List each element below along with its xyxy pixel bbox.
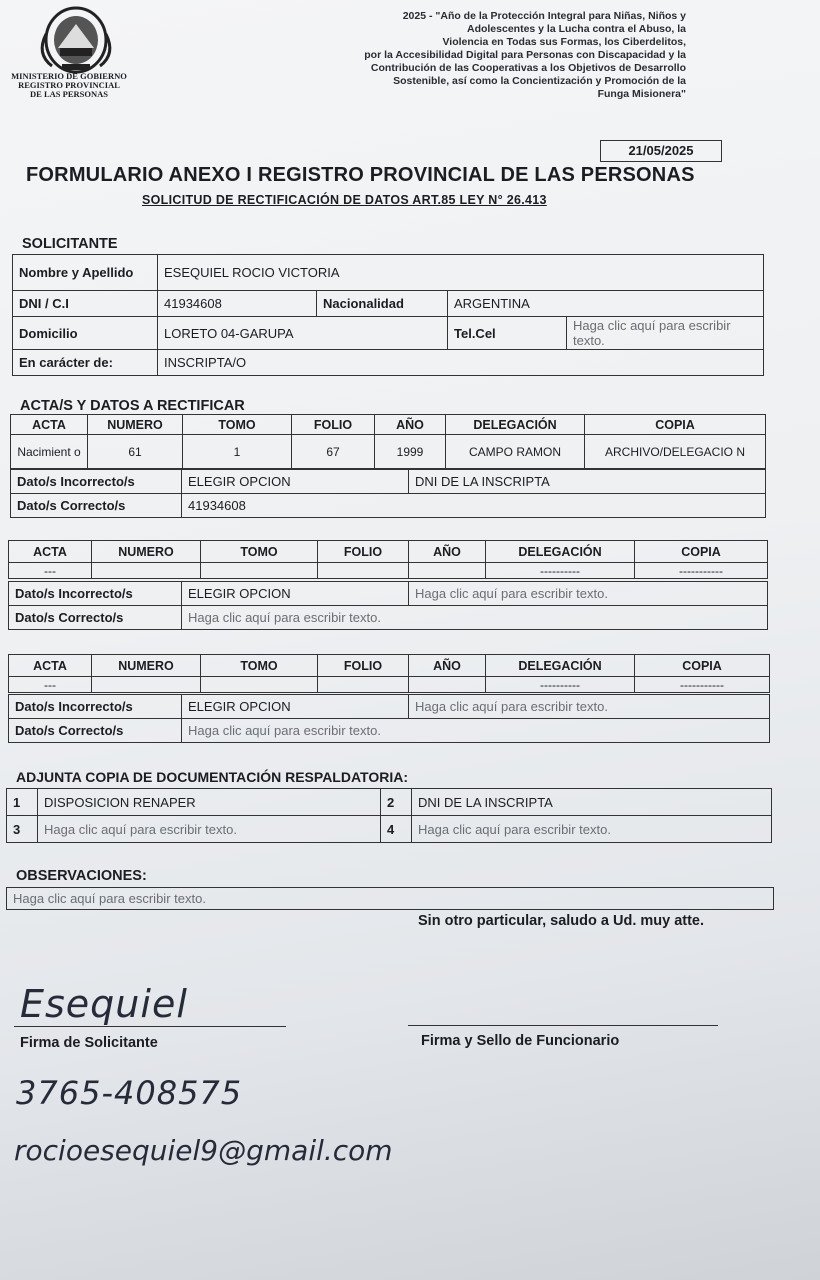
adjunta-table <box>6 788 772 843</box>
acta-rectify-table <box>10 469 766 518</box>
folio-cell[interactable]: 67 <box>292 435 375 469</box>
attachment-item[interactable]: DISPOSICION RENAPER <box>38 789 381 816</box>
ministry-name <box>4 72 134 99</box>
col-acta: ACTA <box>9 541 92 563</box>
ministry-line: DE LAS PERSONAS <box>30 89 108 99</box>
correct-text-field[interactable]: Haga clic aquí para escribir texto. <box>182 719 770 743</box>
correct-text-field[interactable]: Haga clic aquí para escribir texto. <box>182 606 768 630</box>
year-motto <box>266 10 686 101</box>
acta-cell[interactable]: Nacimient o <box>11 435 88 469</box>
observaciones-table <box>6 887 774 910</box>
motto-line: por la Accesibilidad Digital para Personas con Discapacidad y la <box>364 49 686 61</box>
col-numero: NUMERO <box>92 541 201 563</box>
motto-line: Contribución de las Cooperativas a los Objetivos de Desarrollo <box>370 62 686 74</box>
incorrect-label: Dato/s Incorrecto/s <box>11 470 182 494</box>
dni-label: DNI / C.I <box>13 291 158 317</box>
motto-line: Funga Misionera" <box>597 88 686 100</box>
delegacion-cell[interactable]: ---------- <box>486 677 635 693</box>
domicilio-field[interactable]: LORETO 04-GARUPA <box>158 317 448 350</box>
caracter-label: En carácter de: <box>13 350 158 376</box>
tomo-cell[interactable]: 1 <box>183 435 292 469</box>
ministry-line: MINISTERIO DE GOBIERNO <box>11 71 127 81</box>
col-folio: FOLIO <box>318 655 409 677</box>
attachment-number: 2 <box>381 789 412 816</box>
acta-block <box>8 654 770 693</box>
form-subtitle: SOLICITUD DE RECTIFICACIÓN DE DATOS ART.85 LEY N° 26.413 <box>142 193 547 207</box>
motto-line: 2025 - "Año de la Protección Integral para Niñas, Niños y <box>402 10 686 22</box>
adjunta-heading: ADJUNTA COPIA DE DOCUMENTACIÓN RESPALDATORIA: <box>16 769 408 785</box>
folio-cell[interactable] <box>318 677 409 693</box>
solicitante-signature-label: Firma de Solicitante <box>20 1035 158 1051</box>
delegacion-cell[interactable]: ---------- <box>486 563 635 579</box>
folio-cell[interactable] <box>318 563 409 579</box>
col-copia: COPIA <box>635 541 768 563</box>
copia-cell[interactable]: ARCHIVO/DELEGACIO N <box>585 435 766 469</box>
copia-cell[interactable]: ----------- <box>635 563 768 579</box>
col-delegacion: DELEGACIÓN <box>486 655 635 677</box>
anio-cell[interactable] <box>409 563 486 579</box>
anio-cell[interactable]: 1999 <box>375 435 446 469</box>
attachment-item[interactable]: DNI DE LA INSCRIPTA <box>412 789 772 816</box>
solicitante-table <box>12 254 764 376</box>
attachment-number: 4 <box>381 816 412 843</box>
nombre-field[interactable]: ESEQUIEL ROCIO VICTORIA <box>158 255 764 291</box>
motto-line: Adolescentes y la Lucha contra el Abuso, la <box>466 23 686 35</box>
incorrect-option-dropdown[interactable]: ELEGIR OPCION <box>182 582 409 606</box>
acta-cell[interactable]: --- <box>9 677 92 693</box>
attachment-number: 1 <box>7 789 38 816</box>
col-tomo: TOMO <box>201 655 318 677</box>
tomo-cell[interactable] <box>201 677 318 693</box>
funcionario-signature-label: Firma y Sello de Funcionario <box>421 1033 620 1049</box>
incorrect-label: Dato/s Incorrecto/s <box>9 582 182 606</box>
delegacion-cell[interactable]: CAMPO RAMON <box>446 435 585 469</box>
col-acta: ACTA <box>11 415 88 435</box>
col-folio: FOLIO <box>292 415 375 435</box>
form-title: FORMULARIO ANEXO I REGISTRO PROVINCIAL DE LAS PERSONAS <box>26 164 695 186</box>
ministry-line: REGISTRO PROVINCIAL <box>18 80 120 90</box>
correct-text-field[interactable]: 41934608 <box>182 494 766 518</box>
dni-field[interactable]: 41934608 <box>158 291 317 317</box>
form-date: 21/05/2025 <box>600 140 722 162</box>
correct-label: Dato/s Correcto/s <box>9 606 182 630</box>
col-copia: COPIA <box>585 415 766 435</box>
col-folio: FOLIO <box>318 541 409 563</box>
col-acta: ACTA <box>9 655 92 677</box>
nacionalidad-label: Nacionalidad <box>317 291 448 317</box>
col-delegacion: DELEGACIÓN <box>446 415 585 435</box>
col-numero: NUMERO <box>92 655 201 677</box>
incorrect-text-field[interactable]: Haga clic aquí para escribir texto. <box>409 695 770 719</box>
incorrect-text-field[interactable]: DNI DE LA INSCRIPTA <box>409 470 766 494</box>
handwritten-email: rocioesequiel9@gmail.com <box>14 1134 393 1167</box>
acta-block <box>8 540 768 579</box>
numero-cell[interactable] <box>92 563 201 579</box>
attachment-item[interactable]: Haga clic aquí para escribir texto. <box>38 816 381 843</box>
tel-label: Tel.Cel <box>448 317 567 350</box>
motto-line: Sostenible, así como la Concientización y Promoción de la <box>393 75 686 87</box>
col-delegacion: DELEGACIÓN <box>486 541 635 563</box>
handwritten-phone: 3765-408575 <box>16 1074 243 1112</box>
numero-cell[interactable] <box>92 677 201 693</box>
anio-cell[interactable] <box>409 677 486 693</box>
acta-rectify-table <box>8 581 768 630</box>
closing-text: Sin otro particular, saludo a Ud. muy atte. <box>418 913 705 929</box>
motto-line: Violencia en Todas sus Formas, los Ciberdelitos, <box>442 36 686 48</box>
solicitante-heading: SOLICITANTE <box>22 236 118 252</box>
actas-heading: ACTA/S Y DATOS A RECTIFICAR <box>20 398 245 414</box>
attachment-item[interactable]: Haga clic aquí para escribir texto. <box>412 816 772 843</box>
col-copia: COPIA <box>635 655 770 677</box>
numero-cell[interactable]: 61 <box>88 435 183 469</box>
tel-field[interactable]: Haga clic aquí para escribir texto. <box>567 317 764 350</box>
correct-label: Dato/s Correcto/s <box>9 719 182 743</box>
acta-rectify-table <box>8 694 770 743</box>
nombre-label: Nombre y Apellido <box>13 255 158 291</box>
tomo-cell[interactable] <box>201 563 318 579</box>
caracter-field[interactable]: INSCRIPTA/O <box>158 350 764 376</box>
incorrect-option-dropdown[interactable]: ELEGIR OPCION <box>182 695 409 719</box>
copia-cell[interactable]: ----------- <box>635 677 770 693</box>
solicitante-signature: Esequiel <box>20 982 188 1026</box>
col-anio: AÑO <box>409 541 486 563</box>
funcionario-signature-line <box>408 1025 718 1026</box>
col-numero: NUMERO <box>88 415 183 435</box>
acta-cell[interactable]: --- <box>9 563 92 579</box>
correct-label: Dato/s Correcto/s <box>11 494 182 518</box>
attachment-number: 3 <box>7 816 38 843</box>
domicilio-label: Domicilio <box>13 317 158 350</box>
solicitante-signature-line <box>14 1026 286 1027</box>
col-tomo: TOMO <box>183 415 292 435</box>
incorrect-label: Dato/s Incorrecto/s <box>9 695 182 719</box>
col-anio: AÑO <box>409 655 486 677</box>
nacionalidad-field[interactable]: ARGENTINA <box>448 291 764 317</box>
col-anio: AÑO <box>375 415 446 435</box>
incorrect-text-field[interactable]: Haga clic aquí para escribir texto. <box>409 582 768 606</box>
incorrect-option-dropdown[interactable]: ELEGIR OPCION <box>182 470 409 494</box>
observaciones-heading: OBSERVACIONES: <box>16 868 147 884</box>
observaciones-field[interactable]: Haga clic aquí para escribir texto. <box>7 888 774 910</box>
acta-block <box>10 414 766 469</box>
col-tomo: TOMO <box>201 541 318 563</box>
